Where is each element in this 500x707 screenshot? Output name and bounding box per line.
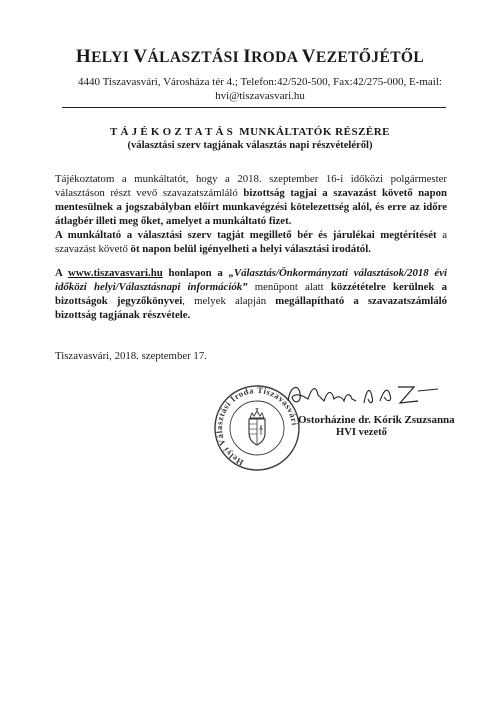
notice-heading: TÁJÉKOZTATÁS MUNKÁLTATÓK RÉSZÉRE bbox=[109, 126, 391, 138]
website-link[interactable]: www.tiszavasvari.hu bbox=[67, 267, 163, 279]
notice-subheading: (választási szerv tagjának választás napi részvételéről) bbox=[127, 140, 373, 151]
office-title: HELYI VÁLASZTÁSI IRODA VEZETŐJÉTŐL bbox=[75, 46, 425, 67]
email-line: hvi@tiszavasvari.hu bbox=[215, 90, 305, 102]
office-address bbox=[60, 75, 460, 103]
date-line: Tiszavasvári, 2018. szeptember 17. bbox=[55, 350, 207, 362]
stamp-text: Helyi Választási Iroda Tiszavasvári bbox=[213, 384, 300, 468]
signer-name: Ostorházine dr. Kórik Zsuzsanna bbox=[298, 414, 455, 426]
paragraph-reimbursement: A munkáltató a választási szerv tagját megillető bér és járulékai megtérítését a szavazást követő öt napon belül igényelheti a helyi választási irodától. bbox=[55, 229, 447, 255]
paragraph-website: A www.tiszavasvari.hu honlapon a „Választás/Önkormányzati választások/2018 évi időközi helyi/Választásnapi információk” menüpont alatt közzétételre kerülnek a bizottságok jegyzőkönyvei, melyek alapján megállapítható a szavazatszámláló bizottság tagjának részvétele. bbox=[55, 267, 448, 321]
handwritten-signature bbox=[280, 375, 440, 415]
address-line: 4440 Tiszavasvári, Városháza tér 4.; Telefon:42/520-500, Fax:42/275-000, E-mail: bbox=[78, 76, 442, 88]
header-divider bbox=[62, 107, 446, 108]
signer-title: HVI vezető bbox=[336, 427, 387, 438]
paragraph-exemption: Tájékoztatom a munkáltatót, hogy a 2018. szeptember 16-i időközi polgármester választáson részt vevő szavazatszámláló bizottság tagjai a szavazást követő napon mentesülnek a jogszabályban előírt munkavégzési kötelezettség alól, és erre az időre átlagbér illeti meg őket, amelyet a munkáltató fizet. bbox=[55, 173, 447, 227]
coat-of-arms-icon bbox=[249, 408, 265, 445]
